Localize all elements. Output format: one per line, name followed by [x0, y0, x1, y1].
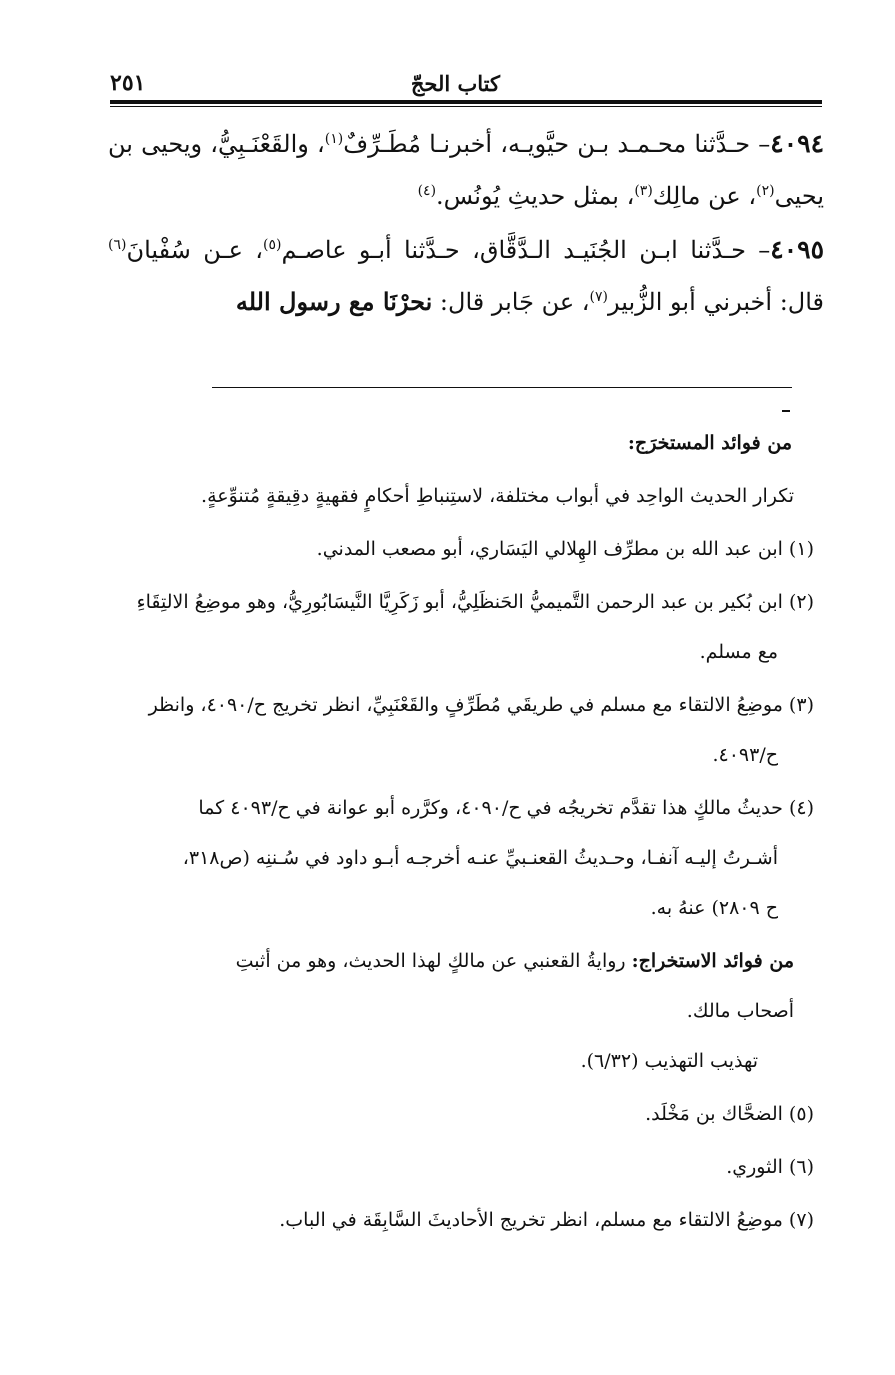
- footnote-6: (٦) الثوري.: [726, 1156, 814, 1178]
- footnote-2: (٢) ابن بُكير بن عبد الرحمن التَّميميُّ الحَنظَلِيُّ، أبو زَكَرِيَّا النَّيسَابُورِيُّ، وهو موضِعُ الالتِقَاءِ مع مسلم.: [136, 591, 814, 663]
- footnote-3: (٣) موضِعُ الالتقاء مع مسلم في طريقَي مُطَرِّفٍ والقَعْنَبِيِّ، انظر تخريج ح/٤٠٩٠، وانظر ح/٤٠٩٣.: [148, 694, 814, 766]
- footnote-ref: (٣): [634, 183, 653, 199]
- notes-text: تكرار الحديث الواحِد في أبواب مختلفة، لاستِنباطِ أحكامٍ فقهيةٍ دقِيقةٍ مُتنوِّعةٍ.: [201, 485, 794, 507]
- page-number: ٢٥١: [110, 70, 146, 96]
- dash-mark: [782, 410, 790, 412]
- chapter-title: كتاب الحجّ: [410, 70, 500, 96]
- running-header: [110, 66, 822, 100]
- header-rule: [110, 100, 822, 107]
- notes-heading: من فوائد المستخرَج:: [627, 432, 792, 454]
- footnote-ref: (١): [324, 131, 344, 147]
- footnotes: [108, 418, 814, 1248]
- footnote-1: (١) ابن عبد الله بن مطرِّف الهِلالي اليَسَاري، أبو مصعب المدني.: [316, 538, 814, 560]
- notes-heading-2: من فوائد الاستخراج:: [631, 950, 794, 972]
- footnote-7: (٧) موضِعُ الالتقاء مع مسلم، انظر تخريج الأحاديثَ السَّابِقَة في الباب.: [279, 1209, 814, 1231]
- footnote-5: (٥) الضحَّاك بن مَخْلَد.: [645, 1103, 814, 1125]
- footnote-ref: (٤): [417, 183, 437, 199]
- hadith-number: ٤٠٩٤: [770, 129, 824, 158]
- hadith-4094: ٤٠٩٤– حـدَّثنا محـمـد بـن حيَّويـه، أخبرنـا مُطَـرِّفٌ$^{(١)}$، والقَعْنَـبِيُّ، ويحيى بن يحيى$^{(٢)}$، عن مالِك$^{(٣)}$، بمثل حديثِ يُونُس.$^{(٤)}$: [108, 129, 824, 210]
- footnote-ref: (٧): [589, 289, 608, 305]
- hadith-4095: ٤٠٩٥– حـدَّثنا ابـن الجُنَيـد الـدَّقَّاق، حـدَّثنا أبـو عاصـم$^{(٥)}$، عـن سُفْيانَ$^{(٦)}$ قال: أخبرني أبو الزُّبير$^{(٧)}$، عن جَابر قال: نحرْنَا مع رسول الله: [108, 235, 824, 316]
- hadith-number: ٤٠٩٥: [770, 235, 824, 264]
- notes-extraction: من فوائد الاستخراج: روايةُ القعنبي عن مالكٍ لهذا الحديث، وهو من أثبتِ أصحاب مالك. تهذيب التهذيب (٦/٣٢).: [235, 950, 794, 1072]
- hadith-text: [108, 118, 824, 330]
- footnote-ref: (٥): [263, 237, 282, 253]
- bold-phrase: نحرْنَا مع رسول الله: [235, 287, 433, 316]
- footnote-ref: (٢): [756, 183, 775, 199]
- footnote-separator: [212, 387, 792, 388]
- footnote-ref: (٦): [108, 237, 127, 253]
- footnote-4: (٤) حديثُ مالكٍ هذا تقدَّم تخريجُه في ح/٤٠٩٠، وكرَّره أبو عوانة في ح/٤٠٩٣ كما أشـرتُ إليـه آنفـا، وحـديثُ القعنـبيِّ عنـه أخرجـه أبـو داود في سُـننِه (ص٣١٨، ح ٢٨٠٩) عنهُ به.: [182, 797, 814, 919]
